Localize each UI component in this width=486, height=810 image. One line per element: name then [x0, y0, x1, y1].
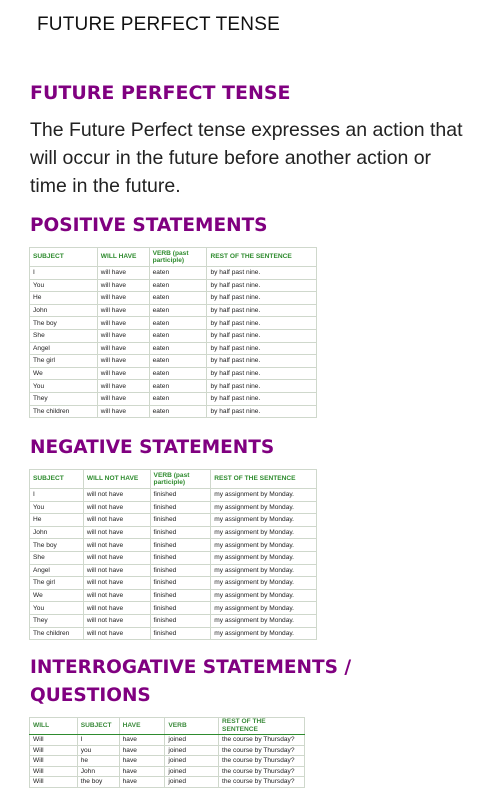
- table-cell: my assignment by Monday.: [211, 564, 317, 577]
- column-header: REST OF THE SENTENCE: [211, 470, 317, 489]
- table-row: [30, 292, 317, 305]
- table-cell: He: [30, 292, 98, 305]
- table-cell: my assignment by Monday.: [211, 514, 317, 527]
- table-row: [30, 526, 317, 539]
- table-cell: Angel: [30, 564, 84, 577]
- table-cell: Will: [30, 766, 78, 777]
- table-row: [30, 489, 317, 502]
- interrogative-heading-line2: QUESTIONS: [30, 685, 151, 706]
- table-cell: by half past nine.: [207, 267, 317, 280]
- table-cell: We: [30, 367, 98, 380]
- table-cell: by half past nine.: [207, 279, 317, 292]
- table-row: [30, 501, 317, 514]
- table-cell: They: [30, 392, 98, 405]
- table-cell: the boy: [77, 777, 119, 788]
- table-row: [30, 267, 317, 280]
- table-row: [30, 539, 317, 552]
- table-cell: will have: [97, 367, 149, 380]
- table-cell: will not have: [83, 577, 150, 590]
- table-cell: The boy: [30, 317, 98, 330]
- table-cell: He: [30, 514, 84, 527]
- table-cell: I: [30, 489, 84, 502]
- table-cell: my assignment by Monday.: [211, 589, 317, 602]
- table-cell: have: [119, 735, 165, 746]
- table-cell: by half past nine.: [207, 380, 317, 393]
- table-row: [30, 392, 317, 405]
- table-cell: will not have: [83, 526, 150, 539]
- table-cell: Will: [30, 735, 78, 746]
- table-cell: by half past nine.: [207, 329, 317, 342]
- table-cell: my assignment by Monday.: [211, 526, 317, 539]
- table-cell: the course by Thursday?: [219, 735, 305, 746]
- table-row: [30, 329, 317, 342]
- table-row: [30, 627, 317, 640]
- table-cell: Will: [30, 756, 78, 767]
- table-cell: finished: [150, 551, 211, 564]
- table-cell: by half past nine.: [207, 317, 317, 330]
- table-cell: my assignment by Monday.: [211, 614, 317, 627]
- table-cell: will have: [97, 355, 149, 368]
- table-cell: by half past nine.: [207, 392, 317, 405]
- column-header: WILL HAVE: [97, 248, 149, 267]
- table-cell: have: [119, 756, 165, 767]
- table-cell: will not have: [83, 551, 150, 564]
- table-cell: finished: [150, 627, 211, 640]
- column-header: WILL: [30, 718, 78, 735]
- table-row: [30, 514, 317, 527]
- table-cell: will have: [97, 392, 149, 405]
- table-cell: the course by Thursday?: [219, 745, 305, 756]
- table-cell: my assignment by Monday.: [211, 602, 317, 615]
- table-cell: You: [30, 279, 98, 292]
- table-row: [30, 614, 317, 627]
- column-header: HAVE: [119, 718, 165, 735]
- table-cell: have: [119, 766, 165, 777]
- table-row: [30, 279, 317, 292]
- table-row: [30, 589, 317, 602]
- table-cell: joined: [165, 745, 219, 756]
- table-cell: my assignment by Monday.: [211, 501, 317, 514]
- table-cell: my assignment by Monday.: [211, 577, 317, 590]
- table-cell: by half past nine.: [207, 405, 317, 418]
- table-row: [30, 745, 305, 756]
- table-row: [30, 342, 317, 355]
- table-cell: the course by Thursday?: [219, 777, 305, 788]
- table-cell: finished: [150, 589, 211, 602]
- table-cell: joined: [165, 756, 219, 767]
- table-cell: finished: [150, 564, 211, 577]
- table-cell: will have: [97, 405, 149, 418]
- table-cell: Angel: [30, 342, 98, 355]
- column-header: SUBJECT: [30, 248, 98, 267]
- table-cell: will not have: [83, 627, 150, 640]
- table-cell: I: [77, 735, 119, 746]
- table-cell: We: [30, 589, 84, 602]
- table-cell: eaten: [149, 405, 207, 418]
- table-cell: Will: [30, 745, 78, 756]
- table-row: [30, 405, 317, 418]
- table-cell: finished: [150, 539, 211, 552]
- table-row: [30, 777, 305, 788]
- table-cell: will not have: [83, 564, 150, 577]
- table-cell: will have: [97, 279, 149, 292]
- table-cell: will have: [97, 317, 149, 330]
- column-header: VERB: [165, 718, 219, 735]
- table-cell: finished: [150, 489, 211, 502]
- table-row: [30, 602, 317, 615]
- table-row: [30, 735, 305, 746]
- table-cell: by half past nine.: [207, 292, 317, 305]
- table-cell: have: [119, 777, 165, 788]
- table-cell: finished: [150, 577, 211, 590]
- table-cell: The girl: [30, 577, 84, 590]
- column-header: SUBJECT: [77, 718, 119, 735]
- table-cell: The girl: [30, 355, 98, 368]
- table-cell: will not have: [83, 602, 150, 615]
- table-cell: joined: [165, 777, 219, 788]
- page-heading: FUTURE PERFECT TENSE: [30, 82, 291, 104]
- positive-heading: POSITIVE STATEMENTS: [30, 215, 268, 236]
- intro-paragraph: The Future Perfect tense expresses an action that will occur in the future before another action or time in the future.: [30, 119, 463, 197]
- table-cell: eaten: [149, 392, 207, 405]
- column-header: WILL NOT HAVE: [83, 470, 150, 489]
- table-row: [30, 380, 317, 393]
- table-cell: finished: [150, 614, 211, 627]
- table-cell: eaten: [149, 329, 207, 342]
- interrogative-heading-line1: INTERROGATIVE STATEMENTS /: [30, 657, 352, 678]
- table-cell: The children: [30, 627, 84, 640]
- table-row: [30, 551, 317, 564]
- table-cell: will have: [97, 304, 149, 317]
- table-cell: You: [30, 602, 84, 615]
- table-row: [30, 355, 317, 368]
- table-row: [30, 304, 317, 317]
- table-cell: eaten: [149, 355, 207, 368]
- table-cell: John: [30, 526, 84, 539]
- table-cell: the course by Thursday?: [219, 766, 305, 777]
- table-cell: I: [30, 267, 98, 280]
- interrogative-table: [29, 717, 305, 788]
- table-row: [30, 756, 305, 767]
- table-row: [30, 577, 317, 590]
- table-cell: will not have: [83, 589, 150, 602]
- table-cell: eaten: [149, 292, 207, 305]
- table-cell: will not have: [83, 614, 150, 627]
- table-cell: by half past nine.: [207, 304, 317, 317]
- column-header: SUBJECT: [30, 470, 84, 489]
- table-cell: eaten: [149, 380, 207, 393]
- table-row: [30, 317, 317, 330]
- column-header: VERB (past participle): [149, 248, 207, 267]
- table-cell: will have: [97, 292, 149, 305]
- table-cell: my assignment by Monday.: [211, 539, 317, 552]
- column-header: REST OF THE SENTENCE: [207, 248, 317, 267]
- table-cell: will have: [97, 329, 149, 342]
- table-cell: will not have: [83, 514, 150, 527]
- table-cell: Will: [30, 777, 78, 788]
- table-cell: eaten: [149, 279, 207, 292]
- table-cell: finished: [150, 501, 211, 514]
- table-cell: by half past nine.: [207, 367, 317, 380]
- column-header: REST OF THE SENTENCE: [219, 718, 305, 735]
- table-cell: have: [119, 745, 165, 756]
- table-cell: joined: [165, 766, 219, 777]
- table-cell: you: [77, 745, 119, 756]
- app-title: FUTURE PERFECT TENSE: [37, 14, 280, 35]
- table-cell: John: [77, 766, 119, 777]
- table-cell: eaten: [149, 304, 207, 317]
- table-cell: You: [30, 501, 84, 514]
- table-cell: John: [30, 304, 98, 317]
- table-cell: by half past nine.: [207, 355, 317, 368]
- table-cell: They: [30, 614, 84, 627]
- column-header: VERB (past participle): [150, 470, 211, 489]
- table-cell: by half past nine.: [207, 342, 317, 355]
- table-cell: You: [30, 380, 98, 393]
- table-cell: will not have: [83, 489, 150, 502]
- negative-table: [29, 469, 317, 640]
- table-row: [30, 564, 317, 577]
- table-cell: finished: [150, 526, 211, 539]
- positive-table: [29, 247, 317, 418]
- table-cell: will have: [97, 342, 149, 355]
- table-cell: my assignment by Monday.: [211, 627, 317, 640]
- table-cell: The children: [30, 405, 98, 418]
- table-cell: will have: [97, 267, 149, 280]
- table-cell: eaten: [149, 342, 207, 355]
- table-row: [30, 766, 305, 777]
- table-cell: he: [77, 756, 119, 767]
- table-cell: eaten: [149, 267, 207, 280]
- table-cell: will not have: [83, 539, 150, 552]
- table-cell: eaten: [149, 367, 207, 380]
- table-cell: finished: [150, 602, 211, 615]
- table-cell: my assignment by Monday.: [211, 489, 317, 502]
- table-cell: will have: [97, 380, 149, 393]
- table-row: [30, 367, 317, 380]
- table-cell: finished: [150, 514, 211, 527]
- table-cell: will not have: [83, 501, 150, 514]
- table-cell: eaten: [149, 317, 207, 330]
- negative-heading: NEGATIVE STATEMENTS: [30, 437, 275, 458]
- table-cell: She: [30, 551, 84, 564]
- table-cell: She: [30, 329, 98, 342]
- table-cell: my assignment by Monday.: [211, 551, 317, 564]
- table-cell: the course by Thursday?: [219, 756, 305, 767]
- table-cell: The boy: [30, 539, 84, 552]
- table-cell: joined: [165, 735, 219, 746]
